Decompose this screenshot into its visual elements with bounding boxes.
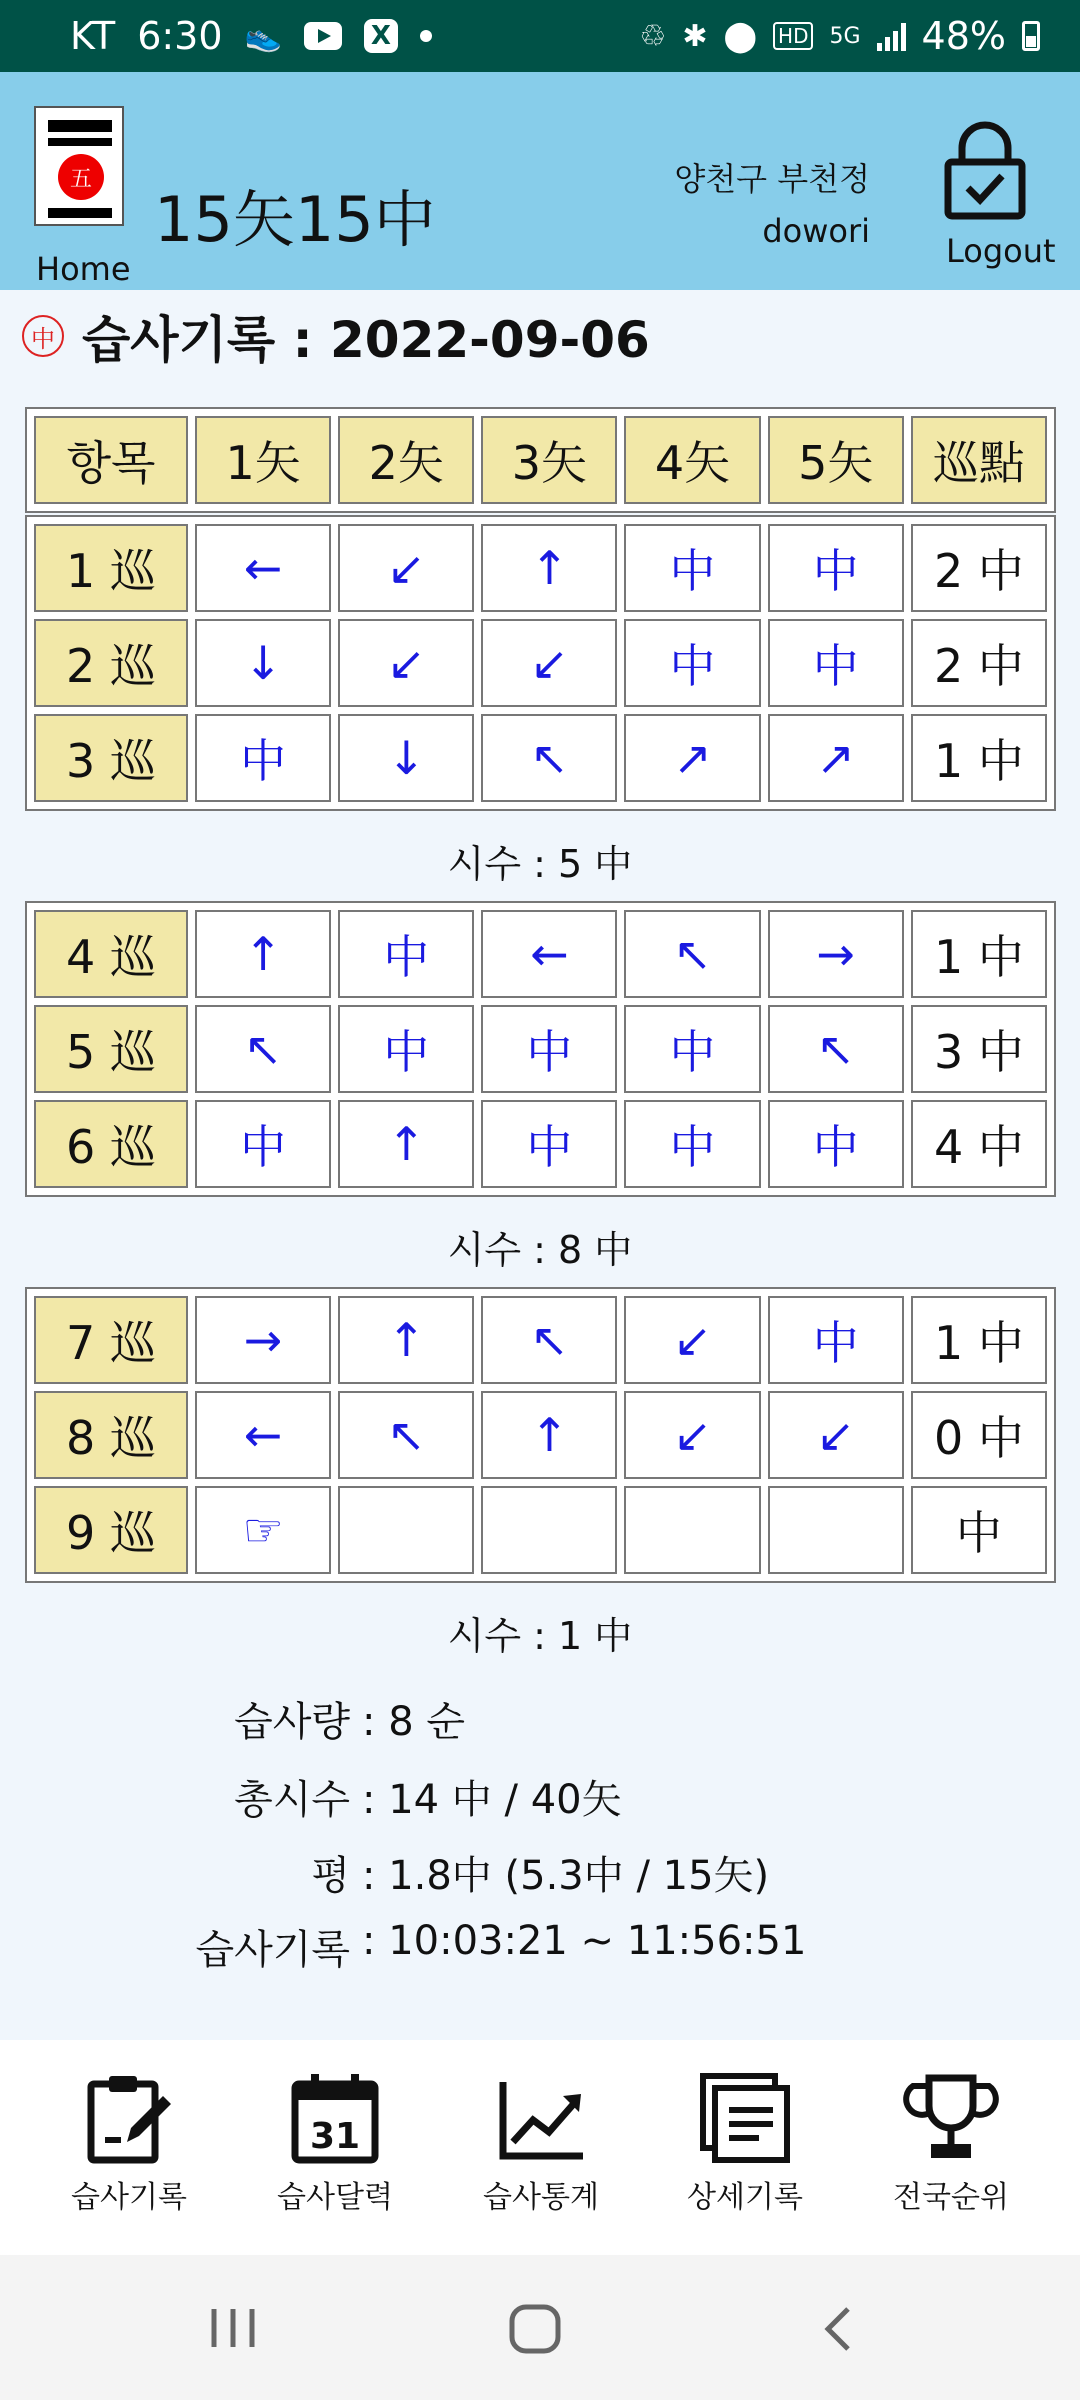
round-label: 6 巡 bbox=[34, 1100, 188, 1188]
home-logo-button[interactable] bbox=[34, 106, 124, 226]
shot-cell[interactable]: 中 bbox=[768, 1100, 904, 1188]
summary-value: : 10:03:21 ~ 11:56:51 bbox=[362, 1918, 807, 1964]
table-row bbox=[34, 1296, 1047, 1384]
shot-cell[interactable]: ↑ bbox=[481, 1391, 617, 1479]
shot-cell[interactable]: 中 bbox=[624, 1100, 760, 1188]
home-label[interactable]: Home bbox=[36, 250, 131, 288]
round-total: 0 中 bbox=[911, 1391, 1047, 1479]
nav-practice-calendar[interactable] bbox=[235, 2070, 435, 2240]
bottom-nav bbox=[0, 2040, 1080, 2255]
summary-label: 습사기록 bbox=[195, 1927, 350, 1973]
round-label: 4 巡 bbox=[34, 910, 188, 998]
block-subtotal: 시수 : 1 中 bbox=[447, 1614, 633, 1658]
shot-cell[interactable]: 中 bbox=[768, 524, 904, 612]
shot-cell[interactable]: ↓ bbox=[338, 714, 474, 802]
column-header: 2矢 bbox=[338, 416, 474, 504]
round-total: 1 中 bbox=[911, 910, 1047, 998]
nav-label: 습사통계 bbox=[483, 2180, 599, 2215]
header-table bbox=[25, 407, 1056, 513]
shot-cell[interactable]: ← bbox=[195, 524, 331, 612]
shot-cell[interactable]: ↖ bbox=[195, 1005, 331, 1093]
block-subtotal: 시수 : 5 中 bbox=[447, 842, 633, 886]
app-header bbox=[0, 72, 1080, 290]
club-name: 양천구 부천정 bbox=[674, 160, 870, 198]
column-header: 巡點 bbox=[911, 416, 1047, 504]
shot-cell[interactable]: ↙ bbox=[624, 1296, 760, 1384]
back-icon[interactable] bbox=[818, 2305, 858, 2353]
shot-cell[interactable]: → bbox=[195, 1296, 331, 1384]
signal-icon bbox=[877, 21, 906, 51]
summary-value: : 14 中 / 40矢 bbox=[362, 1777, 622, 1823]
nav-detailed-record[interactable] bbox=[645, 2070, 845, 2240]
clipboard-edit-icon bbox=[81, 2070, 177, 2166]
table-row bbox=[34, 524, 1047, 612]
shot-cell[interactable] bbox=[481, 1486, 617, 1574]
summary-label: 습사량 bbox=[234, 1699, 350, 1745]
table-row bbox=[34, 910, 1047, 998]
app-title: 15矢15中 bbox=[154, 183, 436, 256]
table-row bbox=[34, 714, 1047, 802]
shot-cell[interactable]: 中 bbox=[768, 619, 904, 707]
user-name: dowori bbox=[762, 212, 870, 250]
shot-cell[interactable]: ↓ bbox=[195, 619, 331, 707]
battery-icon bbox=[1022, 21, 1040, 51]
document-list-icon bbox=[697, 2070, 793, 2166]
center-mark-icon: 中 bbox=[22, 315, 64, 357]
block-subtotal: 시수 : 8 中 bbox=[447, 1228, 633, 1272]
shot-cell[interactable]: 中 bbox=[624, 524, 760, 612]
table-header-row bbox=[34, 416, 1047, 504]
column-header: 항목 bbox=[34, 416, 188, 504]
nav-label: 전국순위 bbox=[893, 2180, 1009, 2215]
shot-cell[interactable] bbox=[768, 1486, 904, 1574]
shot-cell[interactable]: ↑ bbox=[338, 1100, 474, 1188]
shot-cell[interactable]: ↙ bbox=[338, 524, 474, 612]
shot-cell[interactable]: ↙ bbox=[624, 1391, 760, 1479]
battery-percent: 48% bbox=[921, 14, 1006, 58]
shot-cell[interactable]: ↑ bbox=[338, 1296, 474, 1384]
table-row bbox=[34, 619, 1047, 707]
table-row bbox=[34, 1100, 1047, 1188]
column-header: 4矢 bbox=[624, 416, 760, 504]
shot-cell[interactable] bbox=[624, 1486, 760, 1574]
trophy-icon bbox=[903, 2070, 999, 2166]
logout-button[interactable]: Logout bbox=[946, 232, 1056, 270]
recycle-icon: ♲ bbox=[639, 18, 667, 54]
shot-cell[interactable]: ← bbox=[481, 910, 617, 998]
home-nav-icon[interactable] bbox=[508, 2303, 564, 2355]
column-header: 1矢 bbox=[195, 416, 331, 504]
notification-dot-icon bbox=[420, 30, 432, 42]
round-total: 2 中 bbox=[911, 524, 1047, 612]
hd-voice-icon: HD bbox=[773, 22, 813, 50]
shot-cell[interactable]: 中 bbox=[624, 619, 760, 707]
shot-cell[interactable]: ↖ bbox=[481, 1296, 617, 1384]
shot-cell[interactable]: ↖ bbox=[481, 714, 617, 802]
shot-cell[interactable]: 中 bbox=[195, 714, 331, 802]
round-total: 1 中 bbox=[911, 1296, 1047, 1384]
shot-cell[interactable]: 中 bbox=[481, 1100, 617, 1188]
shot-cell[interactable]: ↙ bbox=[338, 619, 474, 707]
x-app-icon: X bbox=[364, 19, 398, 53]
summary-value: : 8 순 bbox=[362, 1699, 465, 1745]
round-label: 2 巡 bbox=[34, 619, 188, 707]
shot-cell[interactable]: ↖ bbox=[624, 910, 760, 998]
round-total: 4 中 bbox=[911, 1100, 1047, 1188]
status-bar bbox=[0, 0, 1080, 72]
table-row bbox=[34, 1391, 1047, 1479]
shot-cell[interactable]: ↑ bbox=[195, 910, 331, 998]
table-row bbox=[34, 1486, 1047, 1574]
round-label: 7 巡 bbox=[34, 1296, 188, 1384]
clock: 6:30 bbox=[137, 14, 223, 58]
column-header: 5矢 bbox=[768, 416, 904, 504]
location-icon: ⬤ bbox=[723, 18, 758, 54]
recent-apps-icon[interactable] bbox=[208, 2305, 258, 2351]
round-block-2 bbox=[25, 901, 1056, 1197]
calendar-icon bbox=[287, 2070, 383, 2166]
nav-label: 습사기록 bbox=[71, 2180, 187, 2215]
table-row bbox=[34, 1005, 1047, 1093]
shot-cell[interactable]: ↑ bbox=[481, 524, 617, 612]
nav-practice-stats[interactable] bbox=[441, 2070, 641, 2240]
shot-cell[interactable]: 中 bbox=[338, 910, 474, 998]
summary-label: 총시수 bbox=[234, 1777, 350, 1823]
summary-label: 평 bbox=[311, 1853, 350, 1899]
nav-label: 상세기록 bbox=[687, 2180, 803, 2215]
pointer-hand-icon[interactable]: ☞ bbox=[195, 1486, 331, 1574]
line-chart-icon bbox=[493, 2070, 589, 2166]
nav-practice-record[interactable] bbox=[29, 2070, 229, 2240]
round-block-1 bbox=[25, 515, 1056, 811]
youtube-icon bbox=[304, 22, 342, 50]
shot-cell[interactable]: ↗ bbox=[768, 714, 904, 802]
round-label: 1 巡 bbox=[34, 524, 188, 612]
shoe-icon: 👟 bbox=[244, 18, 282, 54]
round-block-3 bbox=[25, 1287, 1056, 1583]
shot-cell[interactable]: 中 bbox=[768, 1296, 904, 1384]
lock-icon[interactable] bbox=[940, 120, 1040, 220]
calendar-day-number: 31 bbox=[309, 2116, 361, 2157]
round-label: 9 巡 bbox=[34, 1486, 188, 1574]
nav-national-ranking[interactable] bbox=[851, 2070, 1051, 2240]
round-label: 5 巡 bbox=[34, 1005, 188, 1093]
shot-cell[interactable]: 中 bbox=[481, 1005, 617, 1093]
shot-cell[interactable]: → bbox=[768, 910, 904, 998]
shot-cell[interactable]: 中 bbox=[338, 1005, 474, 1093]
shot-cell[interactable]: ↖ bbox=[338, 1391, 474, 1479]
summary-value: : 1.8中 (5.3中 / 15矢) bbox=[362, 1853, 770, 1899]
carrier-label: KT bbox=[70, 14, 116, 58]
round-label: 8 巡 bbox=[34, 1391, 188, 1479]
logo-emblem-icon: 五 bbox=[58, 154, 104, 200]
round-total: 3 中 bbox=[911, 1005, 1047, 1093]
round-label: 3 巡 bbox=[34, 714, 188, 802]
shot-cell[interactable] bbox=[338, 1486, 474, 1574]
shot-cell[interactable]: ↙ bbox=[481, 619, 617, 707]
shot-cell[interactable]: ↙ bbox=[768, 1391, 904, 1479]
column-header: 3矢 bbox=[481, 416, 617, 504]
round-total: 2 中 bbox=[911, 619, 1047, 707]
round-total: 中 bbox=[911, 1486, 1047, 1574]
nav-label: 습사달력 bbox=[277, 2180, 393, 2215]
shot-cell[interactable]: ↗ bbox=[624, 714, 760, 802]
network-type-icon: 5G bbox=[829, 23, 861, 49]
shot-cell[interactable]: 中 bbox=[624, 1005, 760, 1093]
round-total: 1 中 bbox=[911, 714, 1047, 802]
shot-cell[interactable]: ← bbox=[195, 1391, 331, 1479]
shot-cell[interactable]: ↖ bbox=[768, 1005, 904, 1093]
shot-cell[interactable]: 中 bbox=[195, 1100, 331, 1188]
page-title bbox=[22, 300, 650, 372]
bluetooth-icon: ✱ bbox=[682, 18, 708, 54]
page-title-text: 습사기록 : 2022-09-06 bbox=[82, 311, 650, 369]
system-nav-bar bbox=[0, 2255, 1080, 2400]
